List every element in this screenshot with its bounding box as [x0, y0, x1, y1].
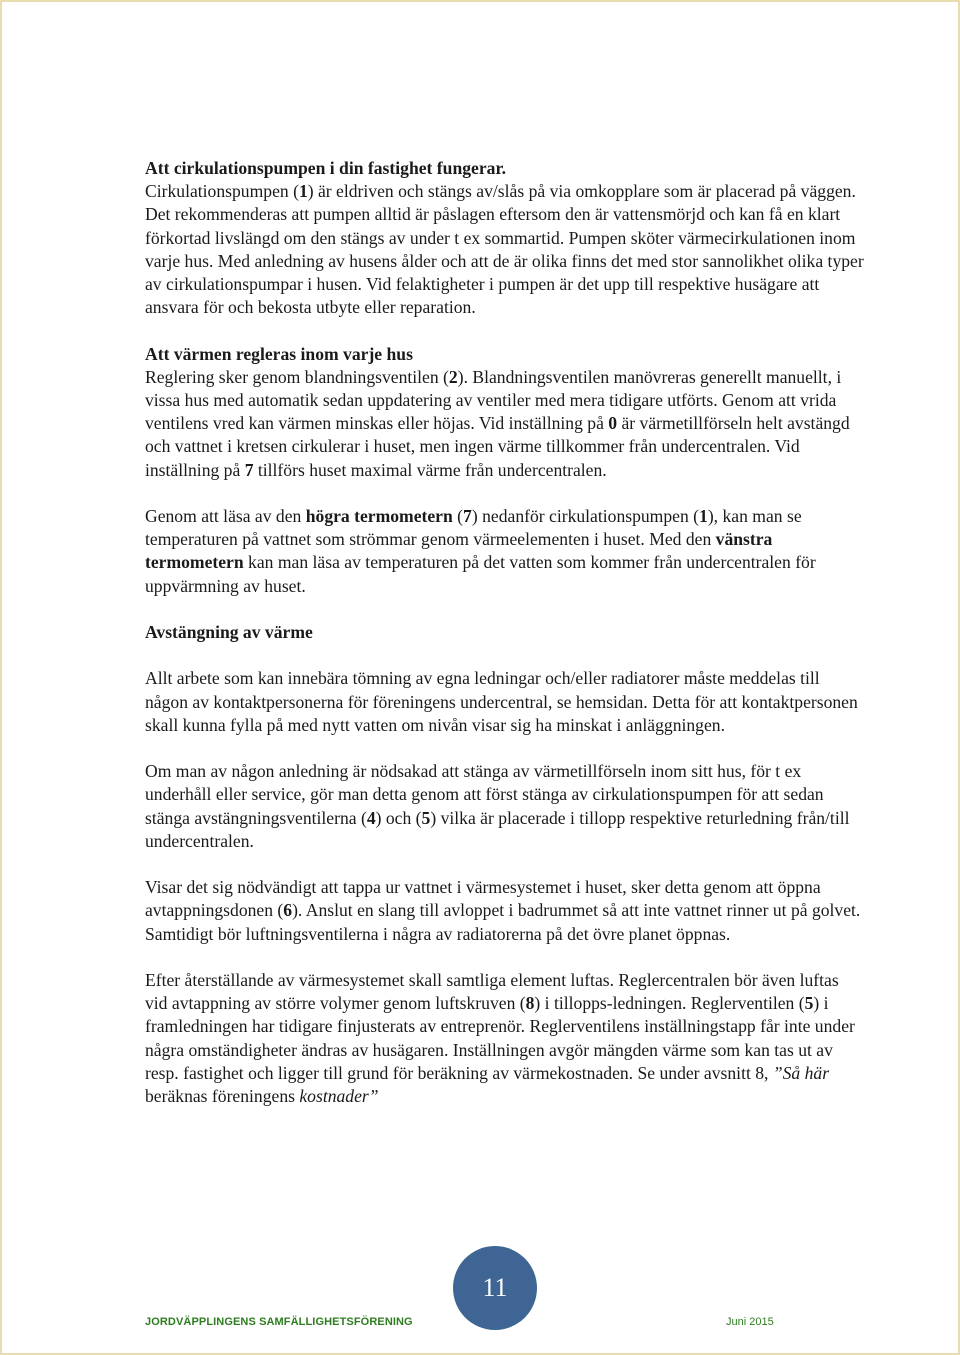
- paragraph-draining: Visar det sig nödvändigt att tappa ur vattnet i värmesystemet i huset, sker detta genom att öppna avtappningsdonen (6). Anslut en slang till avloppet i badrummet så att inte vattnet rinner ut på golvet. Samtidigt bör luftningsventilerna i några av radiatorerna på det övre planet öppnas.: [145, 877, 861, 944]
- page-number-badge: [453, 1246, 537, 1330]
- footer-date: Juni 2015: [726, 1316, 774, 1328]
- footer-organization: JORDVÄPPLINGENS SAMFÄLLIGHETSFÖRENING: [145, 1316, 413, 1328]
- page-number: 11: [482, 1273, 508, 1302]
- document-body: [145, 157, 865, 1108]
- heading-circulation-pump: Att cirkulationspumpen i din fastighet fungerar.: [145, 158, 507, 178]
- paragraph-circulation-pump: Cirkulationspumpen (1) är eldriven och stängs av/slås på via omkopplare som är placerad på väggen. Det rekommenderas att pumpen alltid är påslagen eftersom den är vattensmörjd och kan få en klart förkortad livslängd om den stängs av under t ex sommartid. Pumpen sköter värmecirkulationen inom varje hus. Med anledning av husens ålder och att de är olika finns det med stor sannolikhet olika typer av cirkulationspumpar i husen. Vid felaktigheter i pumpen är det upp till respektive husägare att ansvara för och bekosta utbyte eller reparation.: [145, 181, 864, 318]
- paragraph-thermometers: Genom att läsa av den högra termometern (7) nedanför cirkulationspumpen (1), kan man se temperaturen på vattnet som strömmar genom värmeelementen i huset. Med den vänstra termometern kan man läsa av temperaturen på det vatten som kommer från undercentralen för uppvärmning av huset.: [145, 506, 816, 596]
- paragraph-shutoff-procedure: Om man av någon anledning är nödsakad att stänga av värmetillförseln inom sitt hus, för t ex underhåll eller service, gör man detta genom att först stänga av cirkulationspumpen för att sedan stänga avstängningsventilerna (4) och (5) vilka är placerade i tillopp respektive returledning från/till undercentralen.: [145, 761, 850, 851]
- paragraph-mixing-valve: Reglering sker genom blandningsventilen (2). Blandningsventilen manövreras generellt manuellt, i vissa hus med automatik sedan uppdatering av ventiler med mera tidigare utförts. Genom att vrida ventilens vred kan värmen minskas eller höjas. Vid inställning på 0 är värmetillförseln helt avstängd och vattnet i kretsen cirkulerar i huset, men ingen värme tillkommer från undercentralen. Vid inställning på 7 tillförs huset maximal värme från undercentralen.: [145, 366, 850, 480]
- paragraph-restoration: Efter återställande av värmesystemet skall samtliga element luftas. Reglercentralen bör även luftas vid avtappning av större volymer genom luftskruven (8) i tillopps-ledningen. Reglerventilen (5) i framledningen har tidigare finjusterats av entreprenör. Reglerventilens inställningstapp får inte under några omständigheter ändras av husägaren. Inställningen avgör mängden värme som kan tas ut av resp. fastighet och ligger till grund för beräkning av värmekostnaden. Se under avsnitt 8, ”Så här beräknas föreningens kostnader”: [145, 970, 855, 1107]
- heading-heat-shutoff: Avstängning av värme: [145, 622, 313, 643]
- heading-heat-regulation: Att värmen regleras inom varje hus: [145, 343, 413, 364]
- paragraph-notify-contacts: Allt arbete som kan innebära tömning av egna ledningar och/eller radiatorer måste meddelas till någon av kontaktpersonerna för föreningens undercentral, se hemsidan. Detta för att kontaktpersonen skall kunna fylla på med nytt vatten om nivån visar sig ha minskat i anläggningen.: [145, 668, 858, 735]
